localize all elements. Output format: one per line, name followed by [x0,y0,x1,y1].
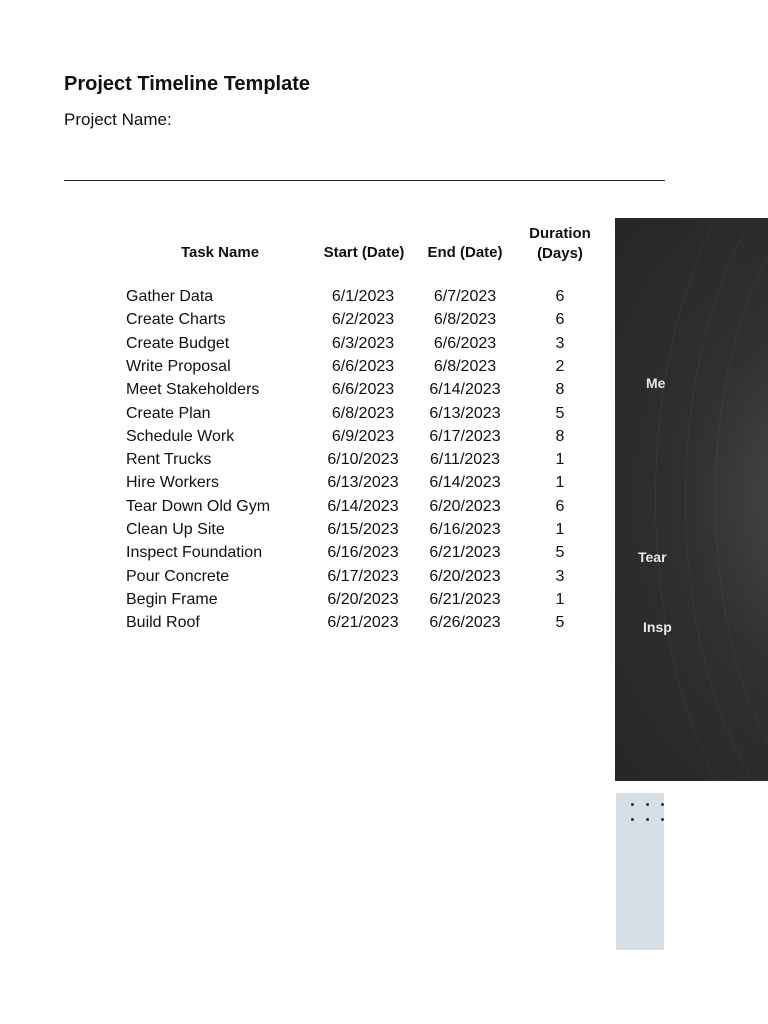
start-date-cell: 6/17/2023 [327,568,399,585]
dot [631,803,634,806]
end-date-cell: 6/13/2023 [429,405,501,422]
task-name-cell: Write Proposal [126,358,231,375]
duration-cell: 3 [555,568,565,585]
start-date-cell: 6/14/2023 [327,498,399,515]
table-row [0,311,610,334]
table-row [0,521,610,544]
task-name-cell: Create Plan [126,405,211,422]
table-row [0,381,610,404]
task-name-cell: Tear Down Old Gym [126,498,271,515]
table-row [0,498,610,521]
duration-cell: 5 [555,614,565,631]
project-name-label: Project Name: [64,110,172,129]
task-name-cell: Inspect Foundation [126,544,263,561]
header-end-date: End (Date) [427,244,503,261]
end-date-cell: 6/17/2023 [429,428,501,445]
header-duration [520,224,600,264]
table-row [0,288,610,311]
header-start-date: Start (Date) [323,244,405,261]
task-name-cell: Meet Stakeholders [126,381,260,398]
table-row [0,544,610,567]
end-date-cell: 6/6/2023 [433,335,497,352]
task-name-cell: Rent Trucks [126,451,212,468]
start-date-cell: 6/2/2023 [331,311,395,328]
chart-label-inspect: Insp [643,619,672,635]
start-date-cell: 6/10/2023 [327,451,399,468]
task-name-cell: Clean Up Site [126,521,225,538]
start-date-cell: 6/6/2023 [331,381,395,398]
table-row [0,335,610,358]
header-task-name: Task Name [180,244,260,261]
table-row [0,591,610,614]
start-date-cell: 6/16/2023 [327,544,399,561]
duration-cell: 3 [555,335,565,352]
end-date-cell: 6/21/2023 [429,591,501,608]
task-name-cell: Gather Data [126,288,214,305]
header-duration-line1: Duration [529,225,591,242]
duration-cell: 6 [555,311,565,328]
end-date-cell: 6/26/2023 [429,614,501,631]
task-name-cell: Build Roof [126,614,200,631]
table-row [0,405,610,428]
duration-cell: 1 [555,474,565,491]
table-row [0,474,610,497]
duration-cell: 1 [555,591,565,608]
duration-cell: 6 [555,498,565,515]
chart-label-tear: Tear [638,549,667,565]
task-name-cell: Begin Frame [126,591,218,608]
start-date-cell: 6/13/2023 [327,474,399,491]
end-date-cell: 6/16/2023 [429,521,501,538]
table-row [0,451,610,474]
start-date-cell: 6/21/2023 [327,614,399,631]
dot [661,803,664,806]
timeline-chart-panel [615,218,768,781]
task-name-cell: Pour Concrete [126,568,230,585]
task-name-cell: Schedule Work [126,428,235,445]
duration-cell: 1 [555,451,565,468]
end-date-cell: 6/11/2023 [430,451,500,468]
dot [646,803,649,806]
duration-cell: 5 [555,544,565,561]
task-name-cell: Create Budget [126,335,230,352]
chart-label-meet: Me [646,375,666,391]
dot [646,818,649,821]
header-duration-line2: (Days) [537,245,583,262]
end-date-cell: 6/14/2023 [429,381,501,398]
start-date-cell: 6/6/2023 [331,358,395,375]
duration-cell: 8 [555,381,565,398]
task-name-cell: Hire Workers [126,474,220,491]
end-date-cell: 6/21/2023 [429,544,501,561]
start-date-cell: 6/9/2023 [331,428,395,445]
document-title: Project Timeline Template [64,73,311,95]
end-date-cell: 6/7/2023 [433,288,497,305]
duration-cell: 6 [555,288,565,305]
duration-cell: 5 [555,405,565,422]
dot [661,818,664,821]
table-row [0,428,610,451]
start-date-cell: 6/20/2023 [327,591,399,608]
end-date-cell: 6/8/2023 [433,358,497,375]
start-date-cell: 6/1/2023 [331,288,395,305]
task-name-cell: Create Charts [126,311,226,328]
start-date-cell: 6/3/2023 [331,335,395,352]
start-date-cell: 6/15/2023 [327,521,399,538]
end-date-cell: 6/20/2023 [429,498,501,515]
project-name-underline [64,180,665,181]
table-row [0,358,610,381]
duration-cell: 8 [555,428,565,445]
table-row [0,568,610,591]
table-row [0,614,610,637]
end-date-cell: 6/8/2023 [433,311,497,328]
duration-cell: 2 [555,358,565,375]
end-date-cell: 6/20/2023 [429,568,501,585]
dot-pattern [628,801,664,825]
dot [631,818,634,821]
legend-panel [616,793,664,950]
duration-cell: 1 [555,521,565,538]
start-date-cell: 6/8/2023 [331,405,395,422]
end-date-cell: 6/14/2023 [429,474,501,491]
